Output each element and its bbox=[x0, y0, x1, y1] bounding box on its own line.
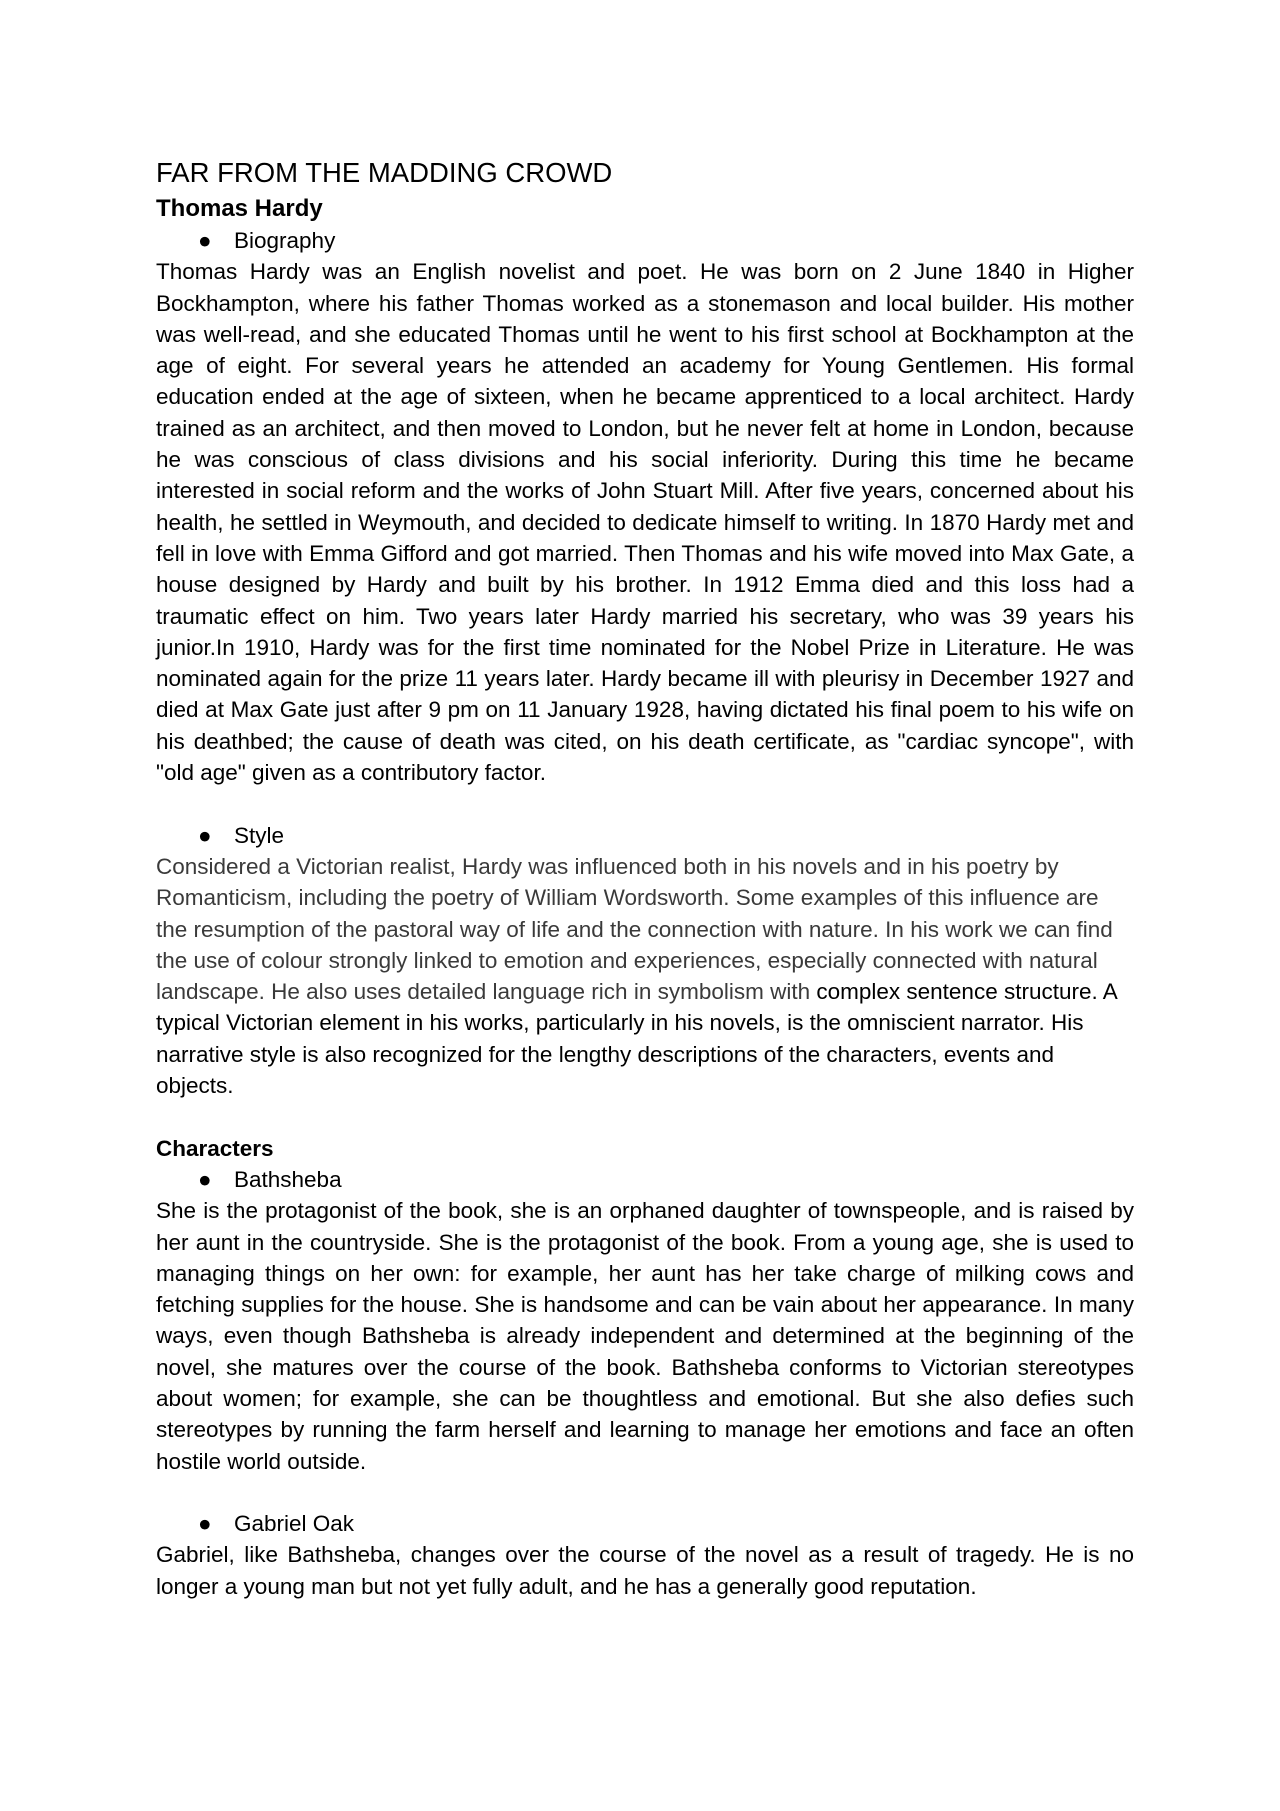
gabriel-paragraph: Gabriel, like Bathsheba, changes over the course of the novel as a result of tragedy. He is no longer a young man but not yet fully adult, and he has a generally good reputation. bbox=[156, 1542, 1134, 1599]
author-name: Thomas Hardy bbox=[156, 195, 323, 222]
bullet-label: Style bbox=[234, 822, 285, 848]
spacer bbox=[156, 1101, 1134, 1132]
style-paragraph bbox=[156, 851, 1134, 1101]
bullet-bathsheba bbox=[156, 1164, 1134, 1195]
bullet-biography bbox=[156, 225, 1134, 256]
document-title: FAR FROM THE MADDING CROWD bbox=[156, 157, 613, 188]
bullet-label: Bathsheba bbox=[234, 1166, 342, 1192]
bullet-dot-icon: ● bbox=[198, 228, 212, 253]
bullet-label: Gabriel Oak bbox=[234, 1511, 355, 1537]
spacer bbox=[156, 1477, 1134, 1508]
document-page bbox=[156, 153, 1134, 1602]
bullet-label: Biography bbox=[234, 228, 336, 253]
biography-paragraph: Thomas Hardy was an English novelist and poet. He was born on 2 June 1840 in Higher Bockhampton, where his father Thomas worked as a stonemason and local builder. His mother was well-read, and she educated Thomas until he went to his first school at Bockhampton at the age of eight. For several years he attended an academy for Young Gentlemen. His formal education ended at the age of sixteen, when he became apprenticed to a local architect. Hardy trained as an architect, and then moved to London, but he never felt at home in London, because he was conscious of class divisions and his social inferiority. During this time he became interested in social reform and the works of John Stuart Mill. After five years, concerned about his health, he settled in Weymouth, and decided to dedicate himself to writing. In 1870 Hardy met and fell in love with Emma Gifford and got married. Then Thomas and his wife moved into Max Gate, a house designed by Hardy and built by his brother. In 1912 Emma died and this loss had a traumatic effect on him. Two years later Hardy married his secretary, who was 39 years his junior.In 1910, Hardy was for the first time nominated for the Nobel Prize in Literature. He was nominated again for the prize 11 years later. Hardy became ill with pleurisy in December 1927 and died at Max Gate just after 9 pm on 11 January 1928, having dictated his final poem to his wife on his deathbed; the cause of death was cited, on his death certificate, as "cardiac syncope", with "old age" given as a contributory factor. bbox=[156, 259, 1134, 786]
bullet-gabriel bbox=[156, 1508, 1134, 1539]
bullet-dot-icon: ● bbox=[198, 1511, 212, 1537]
bathsheba-paragraph: She is the protagonist of the book, she is an orphaned daughter of townspeople, and is raised by her aunt in the countryside. She is the protagonist of the book. From a young age, she is used to managing things on her own: for example, her aunt has her take charge of milking cows and fetching supplies for the house. She is handsome and can be vain about her appearance. In many ways, even though Bathsheba is already independent and determined at the beginning of the novel, she matures over the course of the book. Bathsheba conforms to Victorian stereotypes about women; for example, she can be thoughtless and emotional. But she also defies such stereotypes by running the farm herself and learning to manage her emotions and face an often hostile world outside. bbox=[156, 1198, 1134, 1474]
bullet-dot-icon: ● bbox=[198, 1166, 212, 1192]
style-text-part1: Considered a Victorian realist, Hardy was influenced both in his novels and in his poetry by Romanticism, including the poetry of William Wordsworth. Some examples of this influence are the resumption of the pastoral way of life and the connection with nature. In his work we can find the use of colour strongly linked to emotion and experiences, especially connected with natural landscape. He also uses detailed language rich in symbolism with bbox=[156, 853, 1113, 1005]
bullet-style bbox=[156, 820, 1134, 851]
bullet-dot-icon: ● bbox=[198, 822, 212, 848]
style-text-part2: complex sentence structure. A typical Victorian element in his works, particularly in his novels, is the omniscient narrator. His narrative style is also recognized for the lengthy descriptions of the characters, events and objects. bbox=[156, 979, 1117, 1099]
characters-heading: Characters bbox=[156, 1135, 274, 1161]
spacer bbox=[156, 788, 1134, 819]
